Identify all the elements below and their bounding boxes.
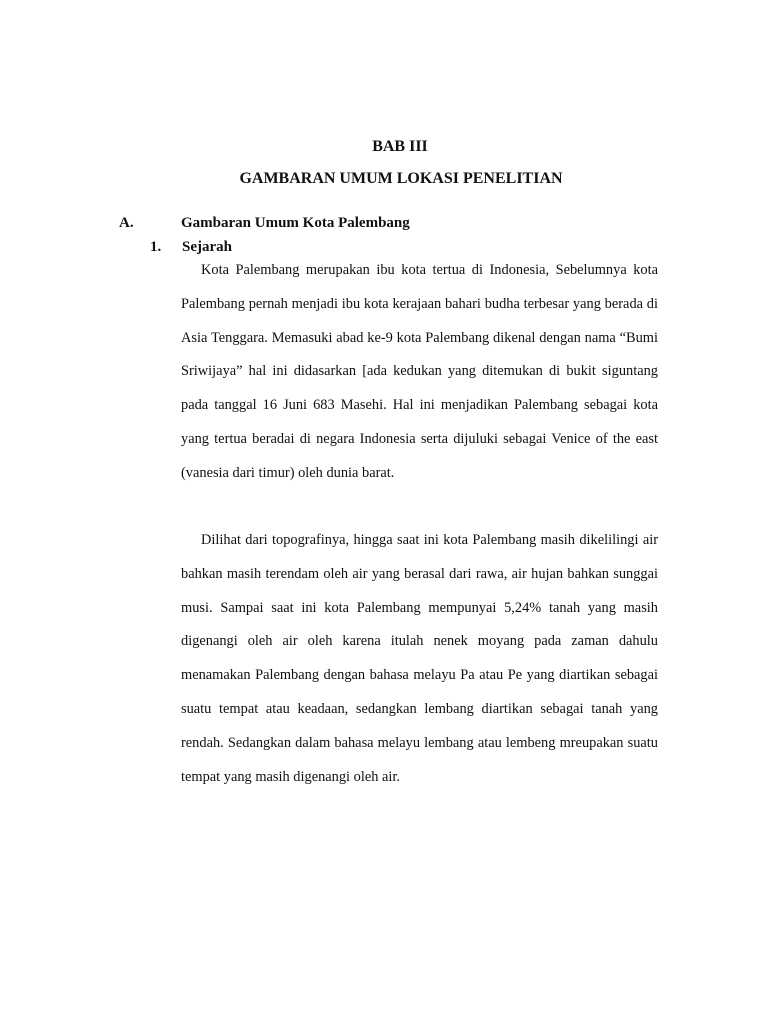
chapter-title: GAMBARAN UMUM LOKASI PENELITIAN [239,170,563,187]
section-marker: A. [119,215,134,231]
section-title: Gambaran Umum Kota Palembang [181,215,410,231]
paragraph-topography-text: Dilihat dari topografinya, hingga saat ini kota Palembang masih dikelilingi air bahkan masih terendam oleh air yang berasal dari rawa, air hujan bahkan sunggai musi. Sampai saat ini kota Palembang mempunyai 5,24% tanah yang masih digenangi oleh air oleh karena itulah nenek moyang pada zaman dahulu menamakan Palembang dengan bahasa melayu Pa atau Pe yang diartikan sebagai suatu tempat atau keadaan, sedangkan lembang diartikan sebagai tanah yang rendah. Sedangkan dalam bahasa melayu lembang atau lembeng mreupakan suatu tempat yang masih digenangi oleh air. [181,532,658,785]
paragraph-history-text: Kota Palembang merupakan ibu kota tertua di Indonesia, Sebelumnya kota Palembang pernah menjadi ibu kota kerajaan bahari budha terbesar yang berada di Asia Tenggara. Memasuki abad ke-9 kota Palembang dikenal dengan nama “Bumi Sriwijaya” hal ini didasarkan [ada kedukan yang ditemukan di bukit siguntang pada tanggal 16 Juni 683 Masehi. Hal ini menjadikan Palembang sebagai kota yang tertua beradai di negara Indonesia serta dijuluki sebagai Venice of the east (vanesia dari timur) oleh dunia barat. [181,262,658,481]
paragraph-history [181,254,658,491]
subsection-title: Sejarah [182,239,232,255]
paragraph-topography [181,524,658,794]
subsection-number: 1. [150,239,162,255]
chapter-label: BAB III [372,138,428,155]
